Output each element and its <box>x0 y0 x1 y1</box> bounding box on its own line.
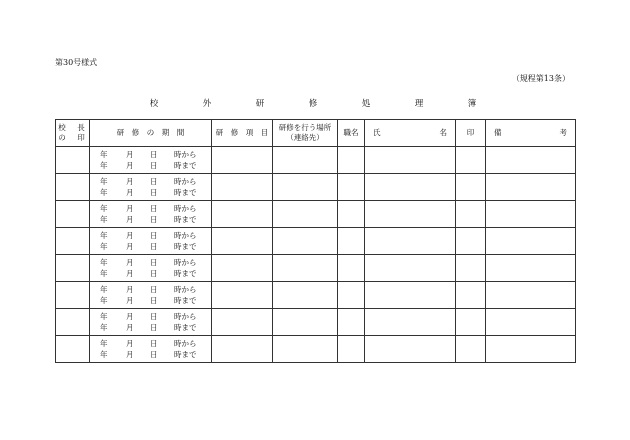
seal-cell[interactable] <box>456 336 486 363</box>
period-cell[interactable] <box>90 174 212 201</box>
principal-seal-cell[interactable] <box>56 309 90 336</box>
training-item-cell[interactable] <box>212 228 273 255</box>
table-row <box>56 309 576 336</box>
period-cell[interactable] <box>90 147 212 174</box>
period-from: 年 月 日 時から <box>100 339 197 348</box>
header-row <box>56 120 576 147</box>
training-item-cell[interactable] <box>212 174 273 201</box>
period-to: 年 月 日 時まで <box>100 269 197 278</box>
training-item-cell[interactable] <box>212 336 273 363</box>
form-number: 第30号様式 <box>55 58 98 67</box>
period-from: 年 月 日 時から <box>100 177 197 186</box>
header-remarks: 備 考 <box>486 120 576 147</box>
principal-seal-cell[interactable] <box>56 147 90 174</box>
seal-cell[interactable] <box>456 147 486 174</box>
seal-cell[interactable] <box>456 309 486 336</box>
location-cell[interactable] <box>273 201 338 228</box>
remarks-cell[interactable] <box>486 201 576 228</box>
location-cell[interactable] <box>273 309 338 336</box>
remarks-cell[interactable] <box>486 282 576 309</box>
document-title: 校 外 研 修 処 理 簿 <box>149 99 495 109</box>
period-to: 年 月 日 時まで <box>100 350 197 359</box>
remarks-cell[interactable] <box>486 174 576 201</box>
location-cell[interactable] <box>273 174 338 201</box>
seal-cell[interactable] <box>456 228 486 255</box>
period-cell[interactable] <box>90 282 212 309</box>
header-seal: 印 <box>456 120 486 147</box>
header-location: 研修を行う場所 （連絡先） <box>273 120 338 147</box>
header-job-title: 職名 <box>338 120 365 147</box>
principal-seal-cell[interactable] <box>56 228 90 255</box>
table-row <box>56 174 576 201</box>
table-row <box>56 201 576 228</box>
job-title-cell[interactable] <box>338 147 365 174</box>
regulation-reference: （規程第13条） <box>511 74 570 83</box>
training-item-cell[interactable] <box>212 309 273 336</box>
remarks-cell[interactable] <box>486 147 576 174</box>
training-item-cell[interactable] <box>212 147 273 174</box>
job-title-cell[interactable] <box>338 228 365 255</box>
name-cell[interactable] <box>365 336 456 363</box>
period-cell[interactable] <box>90 201 212 228</box>
table-row <box>56 147 576 174</box>
principal-seal-cell[interactable] <box>56 174 90 201</box>
period-cell[interactable] <box>90 336 212 363</box>
header-training-item: 研 修 項 目 <box>212 120 273 147</box>
training-item-cell[interactable] <box>212 255 273 282</box>
period-to: 年 月 日 時まで <box>100 188 197 197</box>
remarks-cell[interactable] <box>486 228 576 255</box>
period-from: 年 月 日 時から <box>100 231 197 240</box>
principal-seal-cell[interactable] <box>56 282 90 309</box>
period-cell[interactable] <box>90 228 212 255</box>
location-cell[interactable] <box>273 147 338 174</box>
period-from: 年 月 日 時から <box>100 204 197 213</box>
training-record-table <box>55 119 576 363</box>
header-name: 氏 名 <box>365 120 456 147</box>
location-cell[interactable] <box>273 255 338 282</box>
job-title-cell[interactable] <box>338 282 365 309</box>
remarks-cell[interactable] <box>486 255 576 282</box>
location-cell[interactable] <box>273 282 338 309</box>
period-from: 年 月 日 時から <box>100 312 197 321</box>
name-cell[interactable] <box>365 255 456 282</box>
seal-cell[interactable] <box>456 255 486 282</box>
table-row <box>56 336 576 363</box>
seal-cell[interactable] <box>456 174 486 201</box>
period-cell[interactable] <box>90 309 212 336</box>
name-cell[interactable] <box>365 201 456 228</box>
period-from: 年 月 日 時から <box>100 150 197 159</box>
table-row <box>56 282 576 309</box>
name-cell[interactable] <box>365 174 456 201</box>
name-cell[interactable] <box>365 147 456 174</box>
principal-seal-cell[interactable] <box>56 201 90 228</box>
period-to: 年 月 日 時まで <box>100 242 197 251</box>
period-to: 年 月 日 時まで <box>100 323 197 332</box>
table-row <box>56 228 576 255</box>
period-from: 年 月 日 時から <box>100 285 197 294</box>
name-cell[interactable] <box>365 228 456 255</box>
remarks-cell[interactable] <box>486 309 576 336</box>
period-from: 年 月 日 時から <box>100 258 197 267</box>
job-title-cell[interactable] <box>338 336 365 363</box>
job-title-cell[interactable] <box>338 174 365 201</box>
seal-cell[interactable] <box>456 282 486 309</box>
job-title-cell[interactable] <box>338 309 365 336</box>
seal-cell[interactable] <box>456 201 486 228</box>
job-title-cell[interactable] <box>338 201 365 228</box>
header-period: 研 修 の 期 間 <box>90 120 212 147</box>
training-item-cell[interactable] <box>212 282 273 309</box>
period-to: 年 月 日 時まで <box>100 296 197 305</box>
location-cell[interactable] <box>273 228 338 255</box>
period-cell[interactable] <box>90 255 212 282</box>
location-cell[interactable] <box>273 336 338 363</box>
period-to: 年 月 日 時まで <box>100 161 197 170</box>
header-principal-seal: 校 長 の 印 <box>56 120 90 147</box>
principal-seal-cell[interactable] <box>56 255 90 282</box>
period-to: 年 月 日 時まで <box>100 215 197 224</box>
table-row <box>56 255 576 282</box>
name-cell[interactable] <box>365 282 456 309</box>
remarks-cell[interactable] <box>486 336 576 363</box>
training-item-cell[interactable] <box>212 201 273 228</box>
job-title-cell[interactable] <box>338 255 365 282</box>
principal-seal-cell[interactable] <box>56 336 90 363</box>
name-cell[interactable] <box>365 309 456 336</box>
